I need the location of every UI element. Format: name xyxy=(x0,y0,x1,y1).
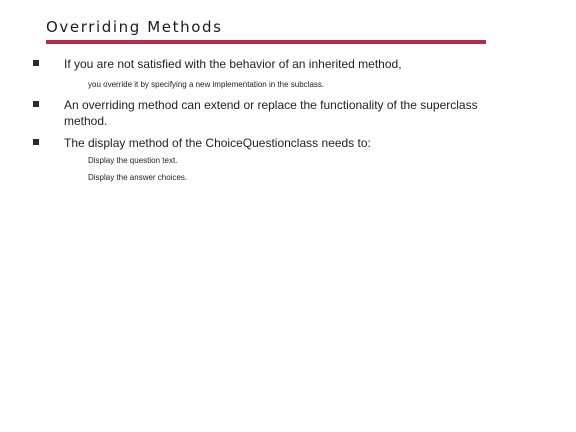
title-underline xyxy=(46,40,486,44)
bullet-text: An overriding method can extend or replace the functionality of the superclass method. xyxy=(64,98,478,128)
square-bullet-icon xyxy=(33,101,39,107)
sub-bullet-text: Display the question text. xyxy=(88,156,178,165)
sub-bullet-text: Display the answer choices. xyxy=(88,173,188,182)
bullet-text: The display method of the ChoiceQuestionclass needs to: xyxy=(64,136,371,150)
square-bullet-icon xyxy=(33,139,39,145)
slide-title: Overriding Methods xyxy=(46,18,223,36)
sub-bullet-text: you override it by specifying a new implementation in the subclass. xyxy=(88,80,325,89)
square-bullet-icon xyxy=(33,60,39,66)
bullet-text: If you are not satisfied with the behavior of an inherited method, xyxy=(64,57,402,71)
